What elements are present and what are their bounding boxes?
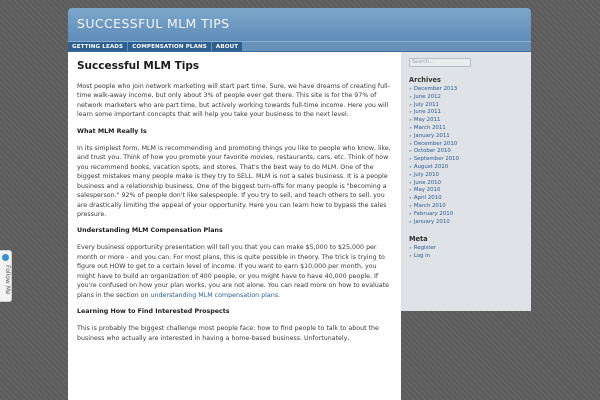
follow-icon xyxy=(2,254,9,261)
bullet-icon: » xyxy=(409,157,412,163)
archive-link[interactable]: June 2012 xyxy=(413,93,441,100)
page-wrapper xyxy=(68,8,531,400)
nav-item-getting-leads[interactable]: GETTING LEADS xyxy=(68,42,127,51)
nav-item-about[interactable]: ABOUT xyxy=(212,42,242,51)
archive-link[interactable]: July 2010 xyxy=(413,171,439,178)
archive-item[interactable] xyxy=(409,109,524,117)
bullet-icon: » xyxy=(409,94,412,100)
follow-me-tab[interactable] xyxy=(0,250,12,302)
bullet-icon: » xyxy=(409,102,412,108)
follow-me-label: Follow Me xyxy=(4,265,11,295)
search-input[interactable]: Search... xyxy=(409,58,471,67)
archives-title: Archives xyxy=(409,76,441,84)
archive-link[interactable]: December 2010 xyxy=(413,140,458,147)
archive-item[interactable] xyxy=(409,102,524,110)
archive-link[interactable]: April 2010 xyxy=(413,195,442,202)
bullet-icon: » xyxy=(409,118,412,124)
archive-link[interactable]: January 2010 xyxy=(413,218,450,225)
bullet-icon: » xyxy=(409,141,412,147)
compensation-text-end: . xyxy=(278,291,281,299)
archive-item[interactable] xyxy=(409,156,524,164)
archive-link[interactable]: September 2010 xyxy=(413,156,460,163)
archive-item[interactable] xyxy=(409,86,524,94)
site-title[interactable]: SUCCESSFUL MLM TIPS xyxy=(77,16,230,31)
bullet-icon: » xyxy=(409,149,412,155)
archive-item[interactable] xyxy=(409,141,524,149)
bullet-icon: » xyxy=(409,180,412,186)
bullet-icon: » xyxy=(409,188,412,194)
meta-title: Meta xyxy=(409,235,428,244)
archives-list xyxy=(409,86,524,226)
archive-item[interactable] xyxy=(409,117,524,125)
intro-paragraph: Most people who join network marketing will start part time. Sure, we have dreams of creating full-time walk-away income, but only about 3% of people ever get there. This site is for the 97% of network marketers who are part time, but actively working towards full-time income. Here you will learn some important concepts that will help you take your business to the next level. xyxy=(77,83,390,119)
archive-item[interactable] xyxy=(409,195,524,203)
archive-link[interactable]: June 2011 xyxy=(413,109,441,116)
archive-link[interactable]: June 2010 xyxy=(413,179,441,186)
compensation-plans-link[interactable]: understanding MLM compensation plans xyxy=(150,291,279,299)
archive-link[interactable]: February 2010 xyxy=(413,210,454,217)
archive-item[interactable] xyxy=(409,164,524,172)
archive-link[interactable]: August 2010 xyxy=(413,163,449,170)
archive-item[interactable] xyxy=(409,180,524,188)
main-content xyxy=(68,52,401,400)
archive-item[interactable] xyxy=(409,211,524,219)
bullet-icon: » xyxy=(409,87,412,92)
bullet-icon: » xyxy=(409,125,412,131)
archive-link[interactable]: July 2011 xyxy=(413,101,439,108)
archive-link[interactable]: January 2011 xyxy=(413,132,450,139)
post-title: Successful MLM Tips xyxy=(77,60,200,72)
sidebar xyxy=(401,52,531,311)
bullet-icon: » xyxy=(409,110,412,116)
archive-link[interactable]: March 2010 xyxy=(413,202,446,209)
bullet-icon: » xyxy=(409,219,412,225)
nav-item-compensation-plans[interactable]: COMPENSATION PLANS xyxy=(128,42,211,51)
archive-link[interactable]: March 2011 xyxy=(413,124,446,131)
archive-link[interactable]: October 2010 xyxy=(413,148,451,155)
bullet-icon: » xyxy=(409,211,412,217)
meta-link[interactable]: Log in xyxy=(413,253,431,260)
meta-list xyxy=(409,245,524,261)
meta-item[interactable] xyxy=(409,253,524,261)
meta-item[interactable] xyxy=(409,245,524,253)
bullet-icon: » xyxy=(409,133,412,139)
archive-item[interactable] xyxy=(409,172,524,180)
compensation-paragraph xyxy=(77,243,393,300)
section-heading-compensation: Understanding MLM Compensation Plans xyxy=(77,227,223,235)
what-mlm-paragraph: In its simplest form, MLM is recommending and promoting things you like to people who know, like, and trust you. Think of how you promote your favorite movies, restaurants, cars, etc. Think of how you recommend books, vacation spots, and stores. That's the best way to do MLM. One of the biggest mistakes many people make is they try to SELL. MLM is not a sales business. It is a people business and a relationship business. One of the biggest turn-offs for many people is "becoming a salesperson." 92% of people don't like salespeople. If you try to sell, and teach others to sell, you are drastically limiting the appeal of your opportunity. Here you can learn how to bypass the sales pressure. xyxy=(77,144,391,218)
meta-link[interactable]: Register xyxy=(413,245,437,252)
main-nav xyxy=(68,41,531,52)
archive-item[interactable] xyxy=(409,94,524,102)
archive-item[interactable] xyxy=(409,148,524,156)
bullet-icon: » xyxy=(409,164,412,170)
bullet-icon: » xyxy=(409,196,412,202)
bullet-icon: » xyxy=(409,254,412,260)
section-heading-what-mlm: What MLM Really Is xyxy=(77,127,147,135)
bullet-icon: » xyxy=(409,246,412,252)
archive-item[interactable] xyxy=(409,203,524,211)
archive-link[interactable]: December 2013 xyxy=(413,86,458,92)
bullet-icon: » xyxy=(409,172,412,178)
site-header xyxy=(68,8,531,41)
archive-item[interactable] xyxy=(409,219,524,227)
archive-link[interactable]: May 2010 xyxy=(413,187,441,194)
section-heading-prospects: Learning How to Find Interested Prospects xyxy=(77,308,230,316)
compensation-text: Every business opportunity presentation will tell you that you can make $5,000 to $25,000 per month or more - and you can. For most plans, this is quite possible in theory. The trick is trying to figure out HOW to get to a certain level of income. If you want to earn $10,000 per month, you might have to build an organization of 400 people, or you might have to have 40,000 people. If you're confused on how your plan works, you are not alone. You can read more on how to evaluate plans in the section on xyxy=(77,244,390,299)
bullet-icon: » xyxy=(409,203,412,209)
archive-item[interactable] xyxy=(409,187,524,195)
archive-item[interactable] xyxy=(409,133,524,141)
content-row xyxy=(68,52,531,400)
archive-item[interactable] xyxy=(409,125,524,133)
prospects-paragraph: This is probably the biggest challenge most people face: how to find people to talk to about the business who actually are interested in having a home-based business. Unfortunately, xyxy=(77,325,379,342)
archive-link[interactable]: May 2011 xyxy=(413,117,441,124)
